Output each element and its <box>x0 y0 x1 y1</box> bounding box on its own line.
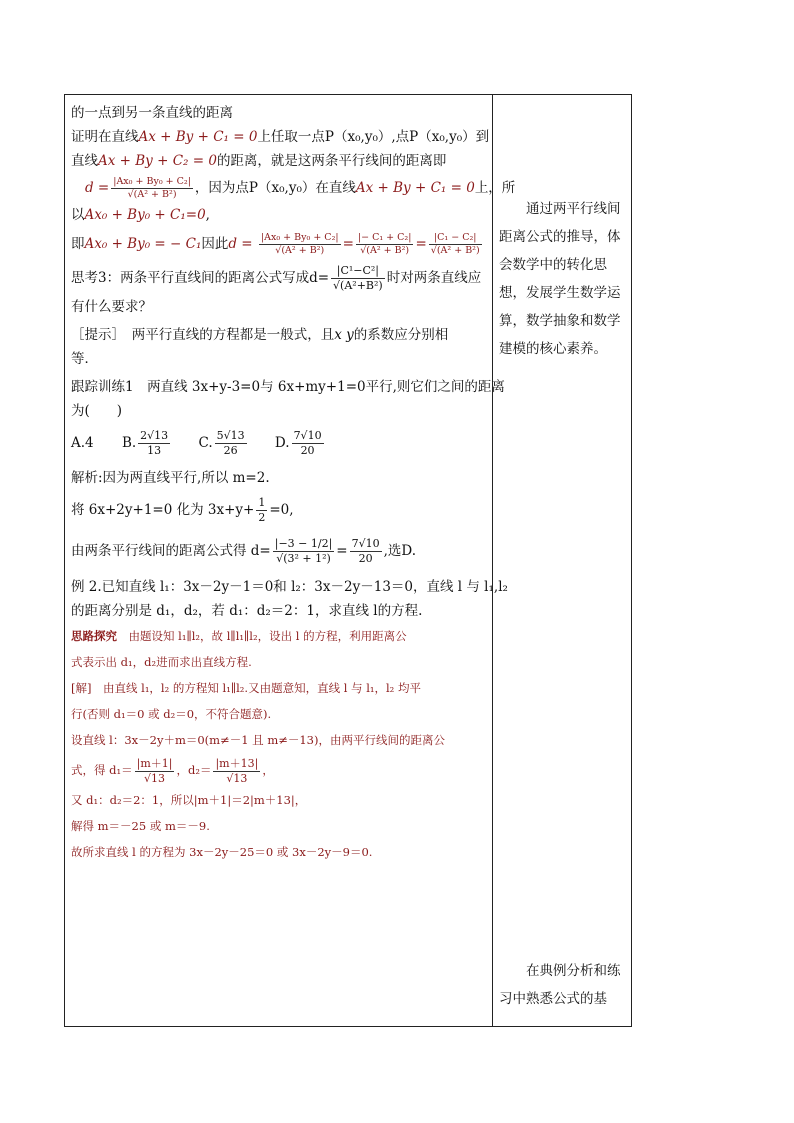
note-line: 距离公式的推导，体 <box>499 229 621 245</box>
fraction: $\frac{|m+1|}{√13}$ <box>136 756 173 785</box>
text-line: [解] 由直线 l₁，l₂ 的方程知 l₁∥l₂.又由题意知，直线 l 与 l₁，l₂ 均平 <box>71 681 421 695</box>
column-divider <box>492 95 493 1026</box>
text-line: 设直线 l：3x－2y＋m＝0(m≠－1 且 m≠－13)，由两平行线间的距离公 <box>71 733 445 747</box>
text-line: 思考3：两条平行直线间的距离公式写成d= $\frac{\text{|C¹−C²|}}{\text{√(A²+B²)}}$ 时对两条直线应 <box>71 264 482 292</box>
text-line: 式，得 d₁＝ $\frac{|m+1|}{√13}$ ，d₂＝ $\frac{|m+13|}{√13}$ ， <box>71 756 274 785</box>
answer-options: A.4 B. $\frac{2√13}{13}$ C. $\frac{5√13}{26}$ D. $\frac{7√10}{20}$ <box>71 429 322 457</box>
fraction: $\frac{|m+13|}{√13}$ <box>215 756 259 785</box>
text-line: 思路探究 由题设知 l₁∥l₂，故 l∥l₁∥l₂，设出 l 的方程，利用距离公 <box>71 629 407 643</box>
note-line: 在典例分析和练 <box>526 963 621 979</box>
text-line: 行(否则 d₁＝0 或 d₂＝0，不符合题意). <box>71 707 272 721</box>
text-line: 证明在直线Ax + By + C₁ = 0上任取一点P（x₀,y₀）,点P（x₀,y₀）到 <box>71 129 490 145</box>
text-line: 例 2.已知直线 l₁：3x－2y－1＝0和 l₂：3x－2y－13＝0，直线 l 与 l₁,l₂ <box>71 579 508 595</box>
text-line: 等． <box>71 351 98 367</box>
note-line: 通过两平行线间 <box>526 201 621 217</box>
text-line: 解得 m＝－25 或 m＝－9. <box>71 819 210 833</box>
fraction: $\frac{\text{|C₁ − C₂|}}{\text{√(A² + B²)}}$ <box>430 232 480 256</box>
left-column-content <box>71 101 516 865</box>
right-column-note-2 <box>499 957 627 1013</box>
fraction: $\frac{|-3 - 1/2|}{\text{√(3² + 1²)}}$ <box>274 537 333 565</box>
fraction: $\frac{7√10}{20}$ <box>351 537 380 565</box>
text-line: 解析:因为两直线平行,所以 m=2. <box>71 470 270 486</box>
note-line: 想，发展学生数学运 <box>499 285 621 301</box>
note-line: 建模的核心素养。 <box>499 341 607 357</box>
text-line: ［提示］ 两平行直线的方程都是一般式，且x y的系数应分别相 <box>71 327 449 343</box>
fraction: $\frac{1}{2}$ <box>258 496 266 524</box>
text-line: 的距离分别是 d₁，d₂，若 d₁：d₂＝2：1，求直线 l的方程. <box>71 603 423 619</box>
text-line: 有什么要求？ <box>71 299 152 315</box>
text-line: d = $\frac{\text{|Ax₀ + By₀ + C₂|}}{\text{√(A² + B²)}}$ ，因为点P（x₀,y₀）在直线Ax + By + C₁ = 0上，所 <box>85 176 516 200</box>
note-line: 习中熟悉公式的基 <box>499 991 607 1007</box>
text-line: 故所求直线 l 的方程为 3x－2y－25＝0 或 3x－2y－9＝0. <box>71 845 373 859</box>
text-line: 跟踪训练1 两直线 3x+y-3=0与 6x+my+1=0平行,则它们之间的距离 <box>71 379 505 395</box>
fraction: $\frac{\text{|− C₁ + C₂|}}{\text{√(A² + B²)}}$ <box>357 232 412 256</box>
text-line: 将 6x+2y+1=0 化为 3x+y+ $\frac{1}{2}$ =0, <box>71 496 294 524</box>
fraction: $\frac{2√13}{13}$ <box>140 429 169 457</box>
note-line: 会数学中的转化思 <box>499 257 607 273</box>
text-line: 以Ax₀ + By₀ + C₁=0, <box>71 207 210 223</box>
fraction: $\frac{7√10}{20}$ <box>293 429 322 457</box>
right-column-note-1 <box>499 195 627 363</box>
text-line: 式表示出 d₁，d₂进而求出直线方程. <box>71 655 252 669</box>
text-line: 又 d₁：d₂＝2：1，所以|m＋1|＝2|m＋13|， <box>71 793 307 807</box>
text-line: 由两条平行线间的距离公式得 d= $\frac{|-3 - 1/2|}{\text{√(3² + 1²)}}$ = $\frac{7√10}{20}$ ,选D. <box>71 537 417 565</box>
note-line: 算，数学抽象和数学 <box>499 313 621 329</box>
fraction: $\frac{\text{|Ax₀ + By₀ + C₂|}}{\text{√(A² + B²)}}$ <box>260 232 339 256</box>
lesson-table <box>64 94 632 1027</box>
text-line: 的一点到另一条直线的距离 <box>71 105 233 121</box>
fraction: $\frac{5√13}{26}$ <box>216 429 245 457</box>
text-line: 直线Ax + By + C₂ = 0的距离，就是这两条平行线间的距离即 <box>71 153 447 169</box>
fraction: $\frac{\text{|C¹−C²|}}{\text{√(A²+B²)}}$ <box>333 264 383 292</box>
text-line: 为( ) <box>71 403 123 419</box>
distance-fraction: $\frac{\text{|Ax₀ + By₀ + C₂|}}{\text{√(A² + B²)}}$ <box>113 176 191 200</box>
text-line: 即Ax₀ + By₀ = − C₁因此d = $\frac{\text{|Ax₀ + By₀ + C₂|}}{\text{√(A² + B²)}}$ = $\frac{\text{|− C₁ + C₂|}}{\text{√(A² + B²)}}$ = $\frac{\text{|C₁ − C₂|}}{\text{√(A² + B²)}}$ <box>71 232 480 256</box>
